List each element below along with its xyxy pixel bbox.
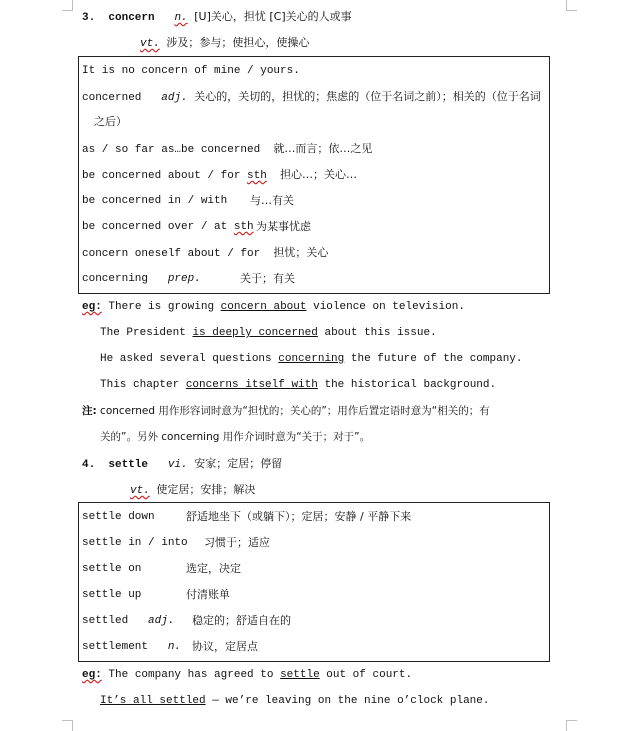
phrase-box-settle [78, 502, 550, 662]
phrase-row-meaning: 选定，决定 [186, 562, 241, 575]
crop-mark-bottom-right [566, 720, 577, 731]
phrase-row: be concerned over / at sth [82, 221, 254, 233]
phrase-row: as / so far as…be concerned 就…而言；依…之见 [82, 142, 373, 156]
phrase-row-meaning: 关于；有关 [240, 272, 295, 285]
phrase-row: concern oneself about / for 担忧；关心 [82, 246, 329, 260]
entry-heading-concern [82, 10, 352, 25]
example-line: The President is deeply concerned about this issue. [100, 327, 437, 339]
example-line: This chapter concerns itself with the historical background. [100, 379, 497, 391]
phrase-row-meaning: 稳定的；舒适自在的 [192, 614, 291, 627]
phrase-row: settle on [82, 563, 142, 575]
phrase-row-meaning: 为某事忧虑 [256, 220, 311, 233]
phrase-row-meaning: 与…有关 [250, 194, 294, 207]
definition: 使定居；安排；解决 [156, 483, 256, 496]
entry-number: 3. [82, 12, 96, 24]
note-line: 注: concerned 用作形容词时意为“担忧的；关心的”；用作后置定语时意为“相关的；有 [82, 405, 490, 417]
note-label: 注: [82, 405, 97, 417]
example-label: eg: [82, 301, 102, 313]
phrase-row: settle down [82, 511, 155, 523]
entry-heading-settle [82, 457, 282, 472]
phrase-row-meaning: 付清账单 [186, 588, 230, 601]
phrase-row: concerning prep. [82, 273, 201, 285]
crop-mark-top-left [62, 0, 73, 11]
phrase-row-continuation: 之后） [94, 115, 127, 128]
part-of-speech: vt. [130, 485, 150, 497]
part-of-speech: n. [174, 12, 188, 24]
example-label: eg: [82, 669, 102, 681]
phrase-row: concerned adj. 关心的，关切的，担忧的；焦虑的（位于名词之前）；相关的（位于名词 [82, 90, 541, 104]
entry-word: settle [108, 459, 149, 471]
phrase-row: be concerned about / for sth 担心…；关心… [82, 168, 358, 182]
crop-mark-top-right [566, 0, 577, 11]
entry-number: 4. [82, 459, 96, 471]
example-line: He asked several questions concerning the future of the company. [100, 353, 523, 365]
phrase-row: settle in / into [82, 537, 188, 549]
definition: 安家；定居；停留 [194, 457, 283, 470]
example-line: eg: There is growing concern about violence on television. [82, 301, 465, 313]
example-line: eg: The company has agreed to settle out of court. [82, 669, 413, 681]
phrase-row: settled adj. [82, 615, 175, 627]
example-line: It’s all settled — we’re leaving on the nine o’clock plane. [100, 695, 490, 707]
part-of-speech: vi. [167, 459, 188, 471]
entry-subline-settle [130, 483, 255, 498]
crop-mark-bottom-left [62, 720, 73, 731]
entry-subline-concern [140, 36, 309, 51]
phrase-row-meaning: 协议，定居点 [192, 640, 258, 653]
definition: [U]关心，担忧 [C]关心的人或事 [194, 10, 352, 23]
definition: 涉及；参与；使担心，使操心 [166, 36, 310, 49]
phrase-row: be concerned in / with [82, 195, 228, 207]
phrase-row: settlement n. [82, 641, 182, 653]
part-of-speech: vt. [140, 38, 160, 50]
note-line: 关的”。另外 concerning 用作介词时意为“关于；对于”。 [100, 431, 371, 443]
phrase-row-meaning: 舒适地坐下（或躺下）；定居；安静 / 平静下来 [186, 510, 412, 523]
phrase-row: settle up [82, 589, 142, 601]
entry-word: concern [108, 12, 155, 24]
phrase-row-meaning: 习惯于；适应 [204, 536, 270, 549]
phrase-row: It is no concern of mine / yours. [82, 65, 300, 77]
